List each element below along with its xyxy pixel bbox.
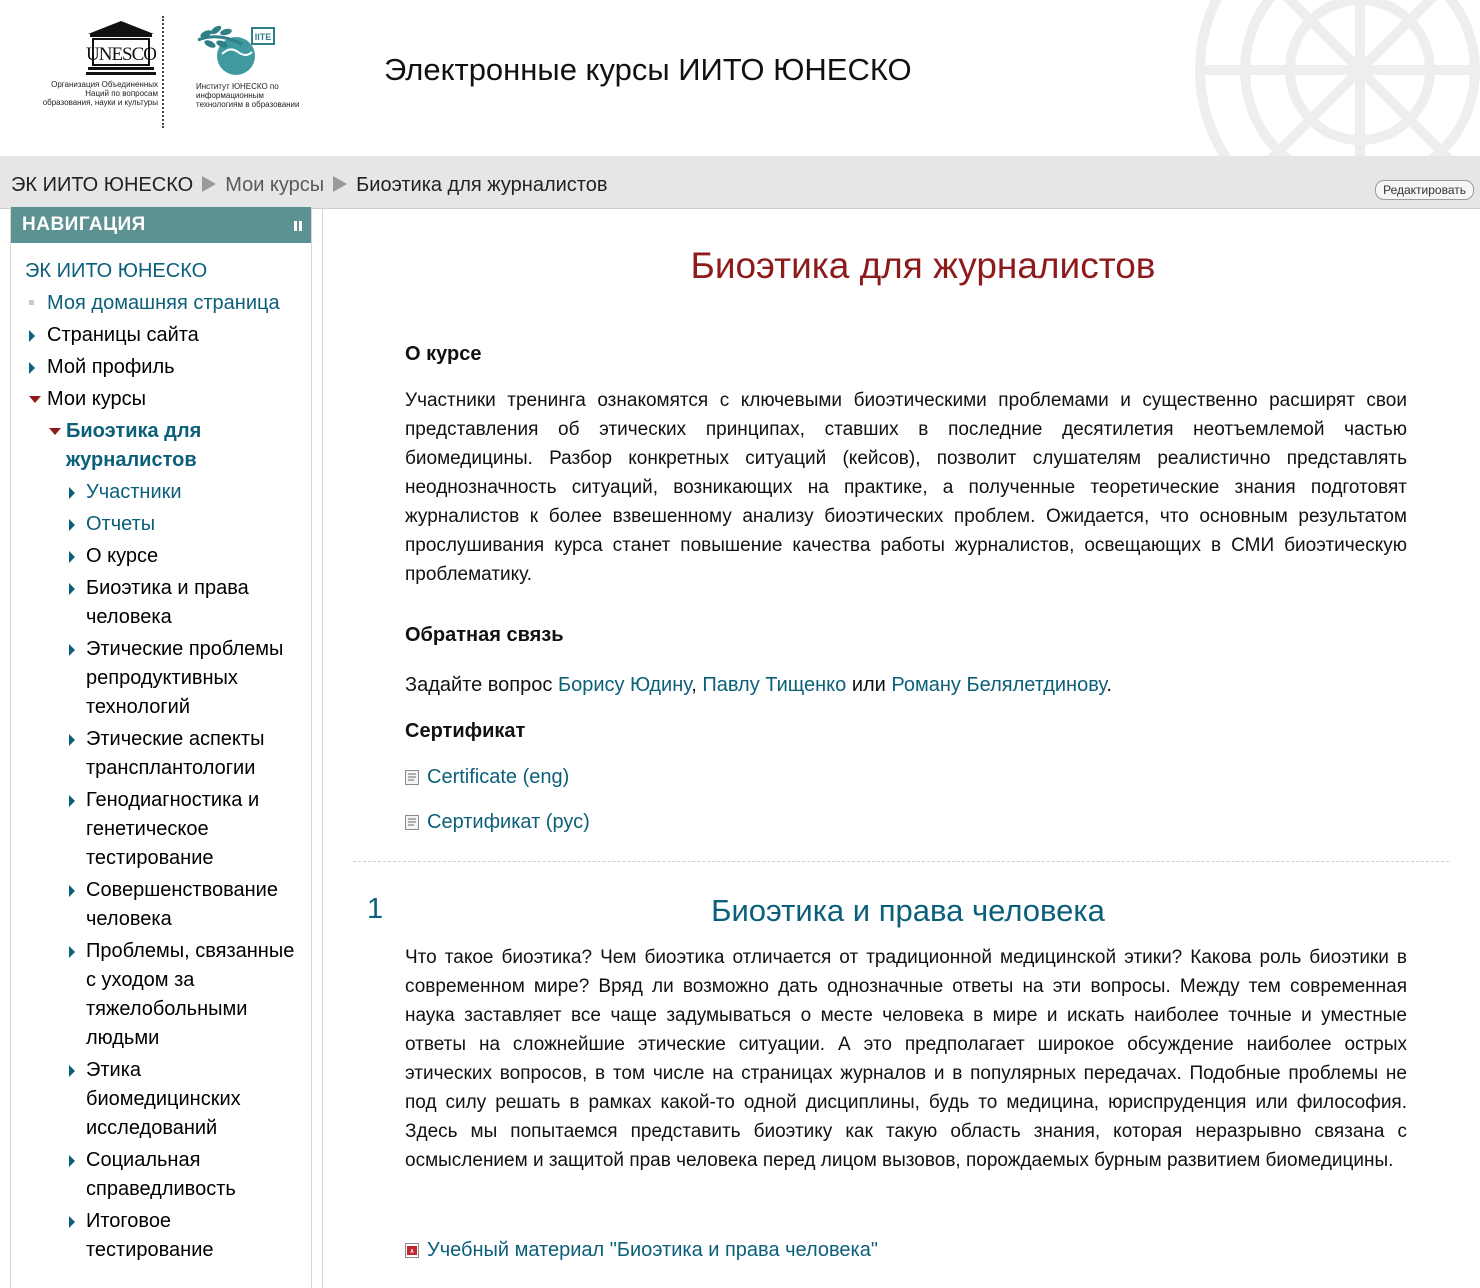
- nav-item-label[interactable]: Биоэтика для журналистов: [66, 420, 202, 471]
- course-title: Биоэтика для журналистов: [690, 245, 1156, 286]
- iite-logo[interactable]: [196, 22, 306, 109]
- feedback-prefix: Задайте вопрос: [405, 674, 558, 696]
- breadcrumb-my-courses[interactable]: Мои курсы: [225, 174, 325, 196]
- material-link[interactable]: [405, 1239, 878, 1262]
- nav-item[interactable]: [11, 937, 311, 1053]
- navigation-block: [10, 207, 312, 1288]
- nav-item-label[interactable]: Этика биомедицинских исследований: [86, 1059, 241, 1139]
- nav-item-label[interactable]: Моя домашняя страница: [47, 292, 280, 314]
- about-heading: О курсе: [405, 343, 482, 365]
- navigation-title: НАВИГАЦИЯ: [22, 214, 146, 235]
- page-header: [0, 0, 1480, 156]
- section-summary: Что такое биоэтика? Чем биоэтика отличается от традиционной медицинской этики? Какова роль биоэтики в современном мире? Вряд ли возможно дать однозначные ответы на эти вопросы. Между тем современная наука заставляет все чаще задумываться о месте человека в мире и искать наиболее точные и уместные ответы на сложнейшие этические ситуации. А это предполагает широкое обсуждение наиболее острых этических вопросов, в том числе на страницах журналов и в популярных передачах. Подобные проблемы не под силу решать в рамках какой-то одной дисциплины, будь то медицина, юриспруденция или философия. Здесь мы попытаемся представить биоэтику как такую область знания, которая неразрывно связана с осмыслением и защитой прав человека перед лицом вызовов, порождаемых бурным развитием биомедицины.: [405, 947, 1407, 1171]
- expand-arrow-icon[interactable]: [69, 734, 75, 746]
- unesco-logo[interactable]: [40, 20, 158, 107]
- certificate-rus-link[interactable]: [405, 811, 590, 834]
- nav-item-label[interactable]: Страницы сайта: [47, 324, 199, 346]
- un-globe-watermark: [1180, 0, 1480, 156]
- unesco-caption: Организация Объединенных Наций по вопросам образования, науки и культуры: [42, 80, 158, 107]
- certificate-eng-label[interactable]: Certificate (eng): [427, 766, 570, 788]
- navigation-tree: [11, 257, 311, 1265]
- unesco-temple-icon: [86, 20, 156, 76]
- certificate-document-icon: [405, 815, 419, 830]
- nav-item[interactable]: [11, 1056, 311, 1143]
- edit-button[interactable]: Редактировать: [1375, 180, 1474, 200]
- about-text: Участники тренинга ознакомятся с ключевыми биоэтическими проблемами и существенно расширят свои представления об этических принципах, ставших в последние десятилетия неотъемлемой частью биомедицины. Разбор конкретных ситуаций (кейсов), позволит слушателям реалистично представлять неоднозначность ситуаций, возникающих на практике, а полученные теоретические знания подготовят журналистов к более взвешенному анализу биоэтических проблем. Ожидается, что основным результатом прослушивания курса станет повышение качества работы журналистов, освещающих в СМИ биоэтическую проблематику.: [405, 390, 1407, 585]
- nav-item-label[interactable]: Биоэтика и права человека: [86, 577, 249, 628]
- feedback-link-tishchenko[interactable]: Павлу Тищенко: [702, 674, 847, 696]
- breadcrumb-separator-icon: [333, 176, 347, 192]
- nav-item-label[interactable]: Этические аспекты трансплантологии: [86, 728, 265, 779]
- logo-divider: [162, 16, 164, 128]
- expand-arrow-icon[interactable]: [29, 362, 35, 374]
- nav-item[interactable]: [11, 786, 311, 873]
- nav-item[interactable]: [11, 542, 311, 571]
- feedback-text: [405, 671, 1407, 700]
- feedback-link-belyaletdinov[interactable]: Роману Белялетдинову: [891, 674, 1107, 696]
- nav-item-label[interactable]: Генодиагностика и генетическое тестирование: [86, 789, 260, 869]
- nav-item[interactable]: [11, 1146, 311, 1204]
- iite-caption: Институт ЮНЕСКО по информационным технологиям в образовании: [196, 82, 300, 109]
- certificate-heading: Сертификат: [405, 720, 526, 742]
- nav-item[interactable]: [11, 321, 311, 350]
- nav-item[interactable]: [11, 478, 311, 507]
- site-title: Электронные курсы ИИТО ЮНЕСКО: [384, 52, 912, 87]
- nav-item[interactable]: [11, 257, 311, 286]
- breadcrumb-separator-icon: [202, 176, 216, 192]
- collapse-arrow-icon[interactable]: [29, 396, 41, 403]
- nav-item[interactable]: [11, 385, 311, 414]
- expand-arrow-icon[interactable]: [69, 487, 75, 499]
- nav-item-label[interactable]: Этические проблемы репродуктивных технологий: [86, 638, 284, 718]
- nav-item[interactable]: [11, 1207, 311, 1265]
- nav-item-label[interactable]: О курсе: [86, 545, 159, 567]
- expand-arrow-icon[interactable]: [69, 551, 75, 563]
- nav-item-label[interactable]: Совершенствование человека: [86, 879, 278, 930]
- nav-item[interactable]: [11, 574, 311, 632]
- unesco-logo-text: UNESCO: [86, 44, 156, 65]
- nav-item-label[interactable]: Участники: [86, 481, 182, 503]
- section-divider: [353, 861, 1449, 862]
- feedback-suffix: .: [1106, 674, 1112, 696]
- iite-logo-text: IITE: [254, 32, 272, 42]
- expand-arrow-icon[interactable]: [69, 1065, 75, 1077]
- breadcrumb-current[interactable]: Биоэтика для журналистов: [356, 174, 608, 196]
- expand-arrow-icon[interactable]: [69, 946, 75, 958]
- dock-block-icon[interactable]: [294, 221, 303, 231]
- collapse-arrow-icon[interactable]: [49, 428, 61, 435]
- svg-text:A: A: [410, 1249, 414, 1255]
- nav-item[interactable]: [11, 876, 311, 934]
- iite-globe-branch-icon: [196, 22, 278, 78]
- material-link-label[interactable]: Учебный материал "Биоэтика и права человека": [427, 1239, 878, 1261]
- certificate-eng-link[interactable]: [405, 766, 569, 789]
- expand-arrow-icon[interactable]: [69, 885, 75, 897]
- expand-arrow-icon[interactable]: [69, 795, 75, 807]
- section-title: Биоэтика и права человека: [711, 893, 1105, 928]
- feedback-link-yudin[interactable]: Борису Юдину: [557, 674, 692, 696]
- nav-item-label[interactable]: Мои курсы: [47, 388, 146, 410]
- certificate-document-icon: [405, 770, 419, 785]
- expand-arrow-icon[interactable]: [69, 1155, 75, 1167]
- nav-item-label[interactable]: Отчеты: [86, 513, 156, 535]
- feedback-heading: Обратная связь: [405, 624, 564, 646]
- nav-item[interactable]: [11, 417, 311, 475]
- certificate-rus-label[interactable]: Сертификат (рус): [427, 811, 590, 833]
- nav-item-label[interactable]: Проблемы, связанные с уходом за тяжелобольными людьми: [86, 940, 295, 1049]
- nav-item-label[interactable]: Итоговое тестирование: [86, 1210, 214, 1261]
- section-number: 1: [367, 893, 384, 925]
- nav-item-label[interactable]: Социальная справедливость: [86, 1149, 236, 1200]
- breadcrumb-bar: [0, 156, 1480, 209]
- expand-arrow-icon[interactable]: [69, 519, 75, 531]
- course-content: [322, 207, 1480, 1288]
- expand-arrow-icon[interactable]: [29, 330, 35, 342]
- feedback-or: или: [846, 674, 892, 696]
- nav-item[interactable]: [11, 725, 311, 783]
- nav-item-label[interactable]: ЭК ИИТО ЮНЕСКО: [25, 260, 208, 282]
- expand-arrow-icon[interactable]: [69, 583, 75, 595]
- expand-arrow-icon[interactable]: [69, 644, 75, 656]
- nav-item[interactable]: [11, 353, 311, 382]
- expand-arrow-icon[interactable]: [69, 1216, 75, 1228]
- nav-item[interactable]: [11, 289, 311, 318]
- nav-item-label[interactable]: Мой профиль: [47, 356, 175, 378]
- feedback-separator: ,: [691, 674, 703, 696]
- bullet-icon: [29, 300, 34, 305]
- navigation-header: [11, 207, 311, 243]
- nav-item[interactable]: [11, 635, 311, 722]
- nav-item[interactable]: [11, 510, 311, 539]
- breadcrumb-home[interactable]: ЭК ИИТО ЮНЕСКО: [11, 174, 194, 196]
- pdf-file-icon: [405, 1243, 419, 1258]
- breadcrumb: [11, 174, 607, 197]
